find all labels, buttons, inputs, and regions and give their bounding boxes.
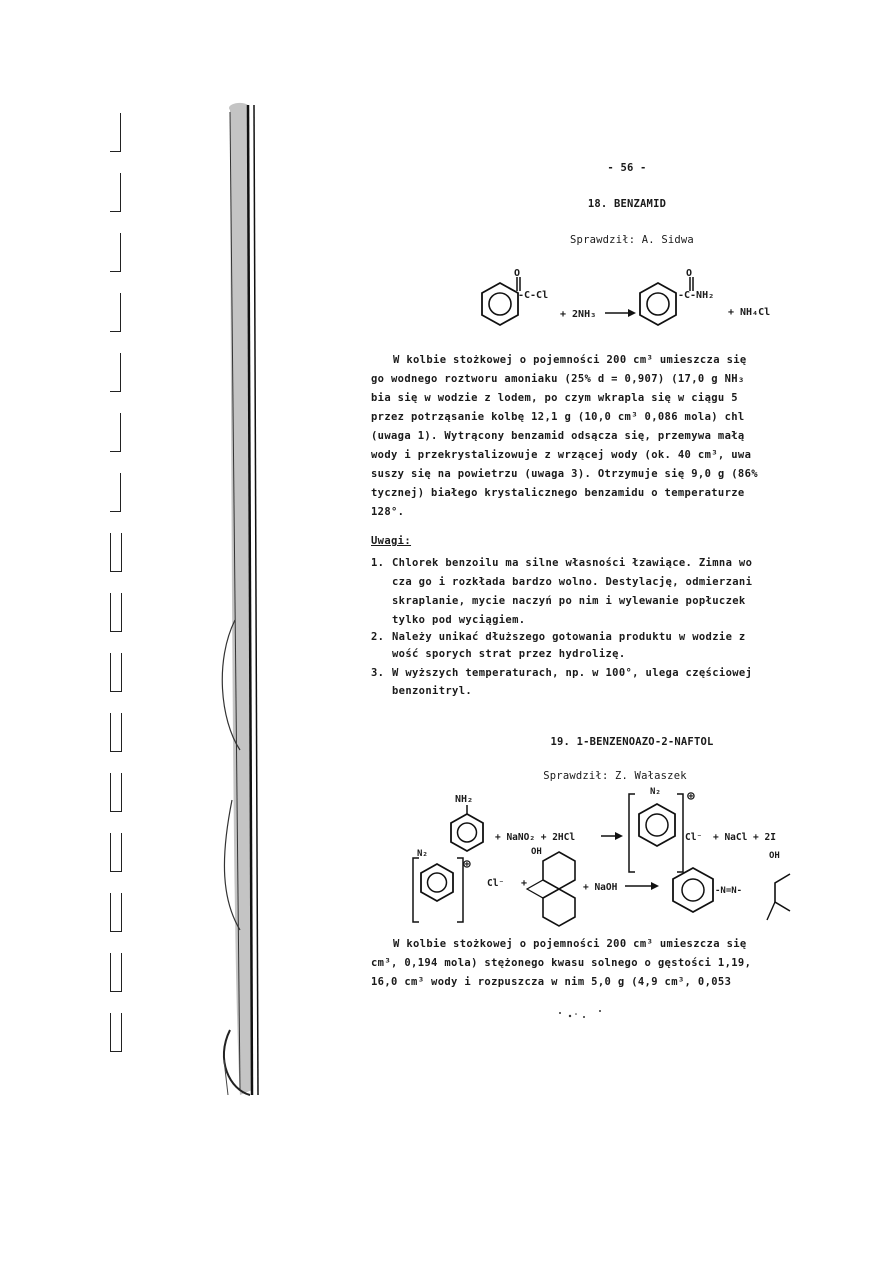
section-title-benzamid: 18. BENZAMID — [587, 198, 667, 210]
naphthol-rings — [527, 852, 575, 926]
checked-by-walaszek: Sprawdził: Z. Wałaszek — [543, 770, 687, 782]
paragraph-line: cm³, 0,194 mola) stężonego kwasu solnego o gęstości 1,19, — [371, 957, 752, 969]
paragraph-line: go wodnego roztworu amoniaku (25% d = 0,907) (17,0 g NH₃ — [371, 373, 745, 385]
paragraph-line: 16,0 cm³ wody i rozpuszcza w nim 5,0 g (4,9 cm³, 0,053 — [371, 976, 732, 988]
nitrite-reagents: + NaNO₂ + 2HCl — [495, 832, 576, 843]
reaction-arrow — [605, 309, 636, 317]
section-title-benzenoazo-naftol: 19. 1-BENZENOAZO-2-NAFTOL — [550, 736, 714, 748]
chloride-counterion: Cl⁻ — [685, 832, 703, 843]
ammonium-chloride: + NH₄Cl — [728, 307, 771, 318]
naoh-reagent: + NaOH — [583, 882, 618, 893]
note-line: benzonitryl. — [392, 685, 473, 697]
diazonium-group: N₂ — [650, 787, 661, 797]
page-number: - 56 - — [607, 162, 647, 174]
paragraph-line: suszy się na powietrzu (uwaga 3). Otrzymuje się 9,0 g (86% — [371, 468, 758, 480]
paragraph-line: tycznej) białego krystalicznego benzamidu o temperaturze — [371, 487, 745, 499]
checked-by-sidwa: Sprawdził: A. Sidwa — [570, 234, 694, 246]
scan-noise — [540, 1005, 620, 1025]
paragraph-line: przez potrząsanie kolbę 12,1 g (10,0 cm³ 0,086 mola) chl — [371, 411, 745, 423]
benzene-ring-diazonium-2 — [421, 864, 453, 901]
aniline-group: NH₂ — [455, 794, 474, 805]
benzene-ring-aniline — [451, 814, 483, 851]
azo-bridge: -N=N- — [715, 886, 743, 896]
plus-sign: + — [521, 878, 528, 889]
note-line: cza go i rozkłada bardzo wolno. Destylację, odmierzani — [392, 576, 753, 588]
benzamid-reaction-scheme — [470, 265, 792, 335]
naphthol-group: OH — [531, 847, 542, 857]
benzene-ring-reactant — [482, 283, 518, 325]
paragraph-line: W kolbie stożkowej o pojemności 200 cm³ umieszcza się — [393, 938, 747, 950]
ammonia-reagent: + 2NH₃ — [560, 309, 597, 320]
benzene-ring-diazonium — [639, 804, 675, 846]
paragraph-line: W kolbie stożkowej o pojemności 200 cm³ umieszcza się — [393, 354, 747, 366]
product-oxygen: O — [686, 268, 693, 279]
note-line: wość sporych strat przez hydrolizę. — [392, 648, 626, 660]
diazonium-group-2: N₂ — [417, 849, 428, 859]
paragraph-line: wody i przekrystalizowuje z wrzącej wody (ok. 40 cm³, uwa — [371, 449, 752, 461]
note-number: 1. — [371, 557, 385, 569]
paragraph-line: bia się w wodzie z lodem, po czym wkrapla się w ciągu 5 — [371, 392, 738, 404]
product-group: -C-NH₂ — [678, 290, 715, 301]
note-number: 2. — [371, 631, 385, 643]
product-hydroxyl: OH — [769, 851, 780, 861]
paragraph-line: (uwaga 1). Wytrącony benzamid odsącza się, przemywa małą — [371, 430, 745, 442]
notes-heading: Uwagi: — [371, 535, 412, 547]
azo-coupling-scheme — [395, 782, 792, 942]
chloride-counterion-2: Cl⁻ — [487, 878, 505, 889]
note-line: Należy unikać dłuższego gotowania produktu w wodzie z — [392, 631, 746, 643]
benzene-ring-azo-product — [673, 868, 713, 912]
reactant-group: -C-Cl — [518, 290, 549, 301]
reactant-oxygen: O — [514, 268, 521, 279]
note-line: tylko pod wyciągiem. — [392, 614, 526, 626]
note-line: skraplanie, mycie naczyń po nim i wylewanie popłuczek — [392, 595, 746, 607]
benzene-ring-product — [640, 283, 676, 325]
note-number: 3. — [371, 667, 385, 679]
positive-charge-2: ⊕ — [463, 857, 471, 872]
note-line: W wyższych temperaturach, np. w 100°, ulega częściowej — [392, 667, 753, 679]
reaction1-byproducts: + NaCl + 2I — [713, 832, 776, 843]
note-line: Chlorek benzoilu ma silne własności łzawiące. Zimna wo — [392, 557, 753, 569]
paragraph-line: 128°. — [371, 506, 405, 518]
positive-charge: ⊕ — [687, 789, 695, 804]
